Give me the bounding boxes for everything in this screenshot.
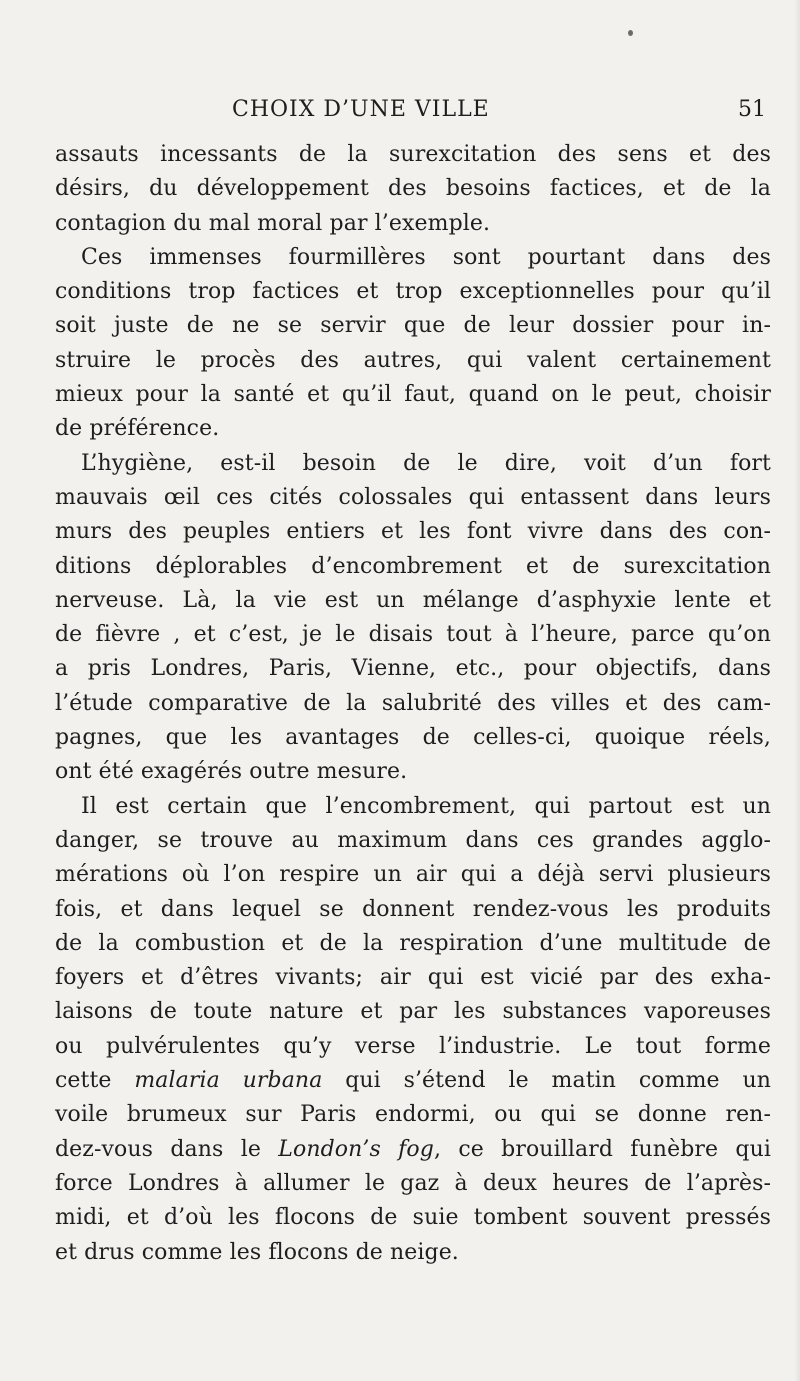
text-line: voile brumeux sur Paris endormi, ou qui se donne ren- [55, 1102, 771, 1128]
text-line: Il est certain que l’encombrement, qui partout est un [81, 793, 771, 819]
page-edge-shadow [794, 0, 800, 1381]
text-line: pagnes, que les avantages de celles-ci, quoique réels, [55, 725, 771, 751]
text-line: fois, et dans lequel se donnent rendez-vous les produits [55, 896, 771, 922]
text-line: mieux pour la santé et qu’il faut, quand on le peut, choisir [55, 382, 771, 408]
text-line: force Londres à allumer le gaz à deux heures de l’après- [55, 1170, 771, 1196]
text-line: ont été exagérés outre mesure. [55, 759, 408, 785]
text-line: nerveuse. Là, la vie est un mélange d’asphyxie lente et [55, 587, 771, 613]
text-segment: qui s’étend le matin comme un [322, 1068, 771, 1094]
text-line [55, 1064, 771, 1098]
text-line: danger, se trouve au maximum dans ces grandes agglo- [55, 827, 771, 853]
text-line: midi, et d’où les flocons de suie tombent souvent pressés [55, 1205, 771, 1231]
page-number: 51 [738, 97, 766, 122]
text-line: de préférence. [55, 416, 220, 442]
italic-phrase: London’s fog [278, 1136, 434, 1162]
text-segment: , ce brouillard funèbre qui [433, 1136, 771, 1162]
text-line: soit juste de ne se servir que de leur dossier pour in- [55, 313, 771, 339]
text-line: L’hygiène, est-il besoin de le dire, voit d’un fort [81, 450, 771, 476]
running-title: CHOIX D’UNE VILLE [232, 97, 490, 122]
text-line: foyers et d’êtres vivants; air qui est vicié par des exha- [55, 965, 771, 991]
text-line: ou pulvérulentes qu’y verse l’industrie. Le tout forme [55, 1033, 771, 1059]
text-line: de fièvre , et c’est, je le disais tout à l’heure, parce qu’on [55, 622, 771, 648]
text-line: et drus comme les flocons de neige. [55, 1239, 459, 1265]
text-line: a pris Londres, Paris, Vienne, etc., pour objectifs, dans [55, 656, 771, 682]
text-line: contagion du mal moral par l’exemple. [55, 210, 491, 236]
text-line: désirs, du développement des besoins factices, et de la [55, 176, 771, 202]
text-line: murs des peuples entiers et les font vivre dans des con- [55, 519, 771, 545]
ink-speck [628, 30, 633, 36]
text-line: mauvais œil ces cités colossales qui entassent dans leurs [55, 484, 771, 510]
text-segment: cette [55, 1068, 135, 1094]
italic-phrase: malaria urbana [134, 1068, 323, 1094]
text-line: ditions déplorables d’encombrement et de surexcitation [55, 553, 771, 579]
text-line: conditions trop factices et trop exceptionnelles pour qu’il [55, 279, 771, 305]
text-line: l’étude comparative de la salubrité des villes et des cam- [55, 690, 771, 716]
text-line: mérations où l’on respire un air qui a déjà servi plusieurs [55, 862, 771, 888]
text-segment: dez-vous dans le [55, 1136, 279, 1162]
text-line: Ces immenses fourmillères sont pourtant dans des [81, 244, 771, 270]
text-line [55, 1133, 771, 1167]
text-line: assauts incessants de la surexcitation des sens et des [55, 142, 771, 167]
page-header [0, 97, 800, 127]
text-line: struire le procès des autres, qui valent certainement [55, 347, 771, 373]
body-text [55, 138, 771, 1270]
text-line: laisons de toute nature et par les substances vaporeuses [55, 999, 771, 1025]
text-line: de la combustion et de la respiration d’une multitude de [55, 930, 771, 956]
